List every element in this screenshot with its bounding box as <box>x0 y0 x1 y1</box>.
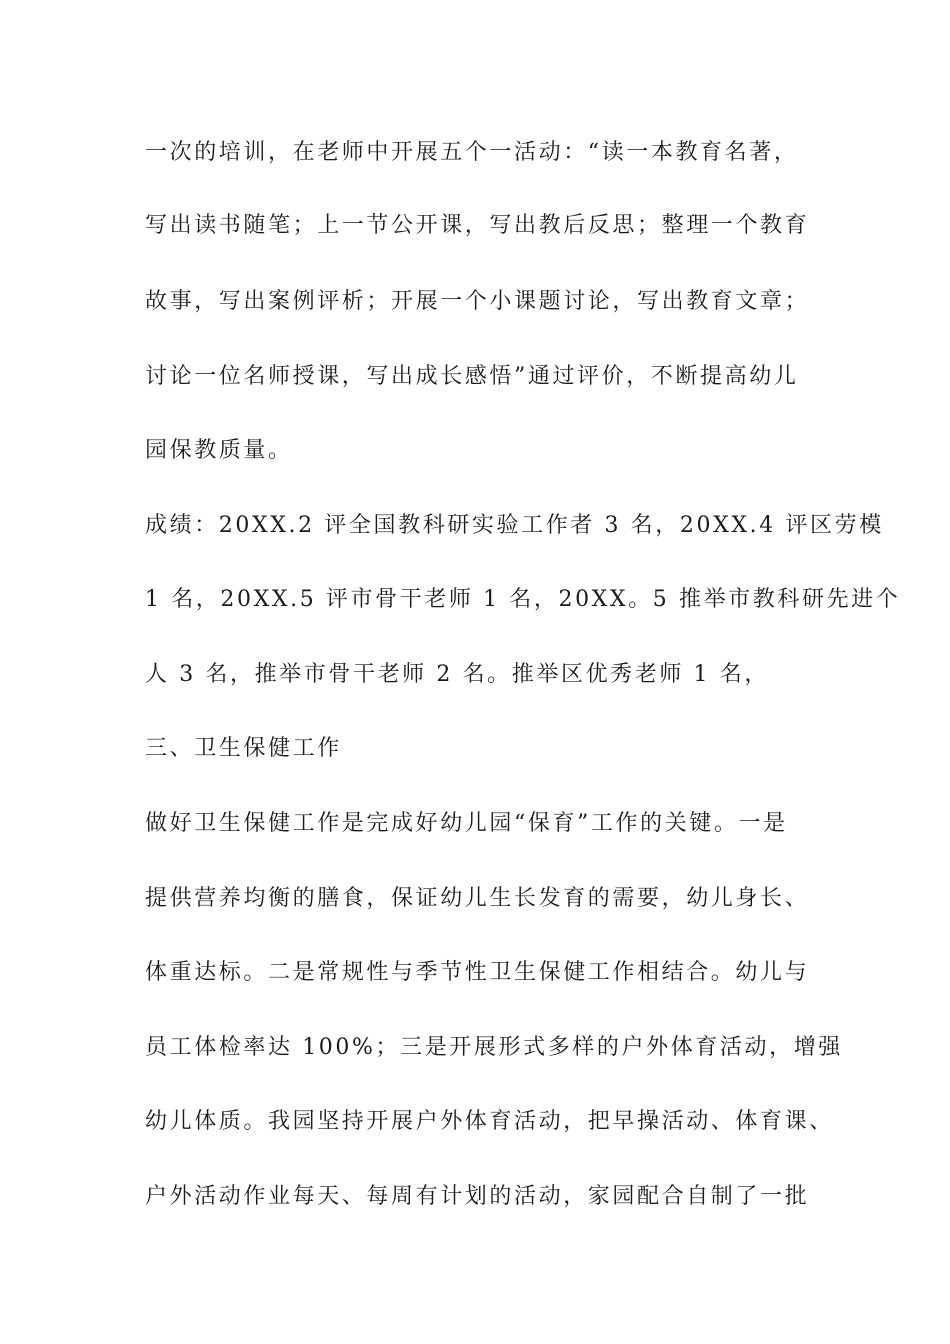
paragraph-line: 做好卫生保健工作是完成好幼儿园“保育”工作的关键。一是 <box>145 811 788 836</box>
paragraph-line: 幼儿体质。我园坚持开展户外体育活动，把早操活动、体育课、 <box>145 1109 834 1134</box>
paragraph-line: 写出读书随笔；上一节公开课，写出教后反思；整理一个教育 <box>145 213 810 238</box>
paragraph-line: 体重达标。二是常规性与季节性卫生保健工作相结合。幼儿与 <box>145 960 810 985</box>
achievements-line: 1 名，20XX.5 评市骨干老师 1 名，20XX。5 推举市教科研先进个 <box>145 587 901 612</box>
paragraph-line: 故事，写出案例评析；开展一个小课题讨论，写出教育文章； <box>145 289 810 314</box>
paragraph-line: 一次的培训，在老师中开展五个一活动：“读一本教育名著， <box>145 140 799 165</box>
achievements-line: 人 3 名，推举市骨干老师 2 名。推举区优秀老师 1 名， <box>145 662 769 687</box>
paragraph-line: 员工体检率达 100%；三是开展形式多样的户外体育活动，增强 <box>145 1035 843 1060</box>
achievements-line: 成绩：20XX.2 评全国教科研实验工作者 3 名，20XX.4 评区劳模 <box>145 513 884 538</box>
paragraph-line: 讨论一位名师授课，写出成长感悟”通过评价，不断提高幼儿 <box>145 364 799 389</box>
paragraph-line: 提供营养均衡的膳食，保证幼儿生长发育的需要，幼儿身长、 <box>145 886 810 911</box>
section-heading: 三、卫生保健工作 <box>145 736 342 761</box>
paragraph-line: 园保教质量。 <box>145 438 293 463</box>
paragraph-line: 户外活动作业每天、每周有计划的活动，家园配合自制了一批 <box>145 1184 810 1209</box>
